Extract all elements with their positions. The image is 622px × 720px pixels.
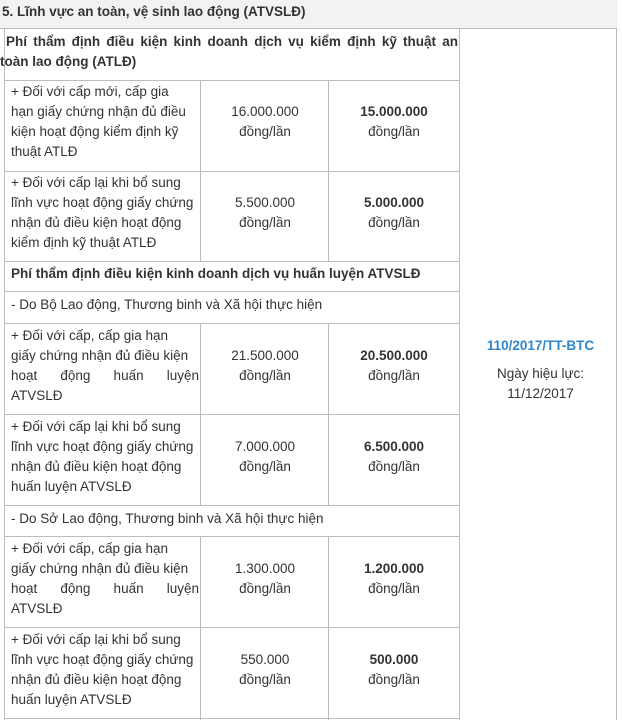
old-fee [203, 559, 327, 599]
group-title: Phí thẩm định điều kiện kinh doanh dịch vụ huấn luyện ATVSLĐ [11, 266, 421, 281]
border [459, 28, 460, 720]
new-fee-amount: 20.500.000 [360, 348, 428, 363]
old-fee-unit: đồng/lần [239, 459, 291, 474]
new-fee-unit: đồng/lần [368, 368, 420, 383]
desc-line: kiện hoạt động kiểm định kỹ [11, 124, 179, 139]
desc-line: thuật ATLĐ [11, 144, 78, 159]
group-title-line: Phí thẩm định điều kiện kinh doanh dịch vụ kiểm định kỹ thuật an [6, 34, 458, 49]
group-title-line: toàn lao động (ATLĐ) [0, 54, 137, 69]
border [4, 80, 460, 81]
border [0, 28, 617, 29]
desc-line: lĩnh vực hoạt động giấy chứng [11, 439, 194, 454]
sub-group-label: - Do Sở Lao động, Thương binh và Xã hội thực hiện [11, 511, 324, 526]
fee-description [11, 326, 199, 406]
old-fee-amount: 16.000.000 [231, 104, 299, 119]
old-fee [203, 346, 327, 386]
desc-line: + Đối với cấp lại khi bổ sung [11, 632, 181, 647]
old-fee-amount: 21.500.000 [231, 348, 299, 363]
new-fee [331, 437, 457, 477]
fee-description [11, 630, 199, 710]
border [4, 323, 460, 324]
fee-description [11, 417, 199, 497]
desc-line: hoạt động huấn luyện [11, 581, 199, 596]
sub-group-label: - Do Bộ Lao động, Thương binh và Xã hội thực hiện [11, 297, 323, 312]
border [328, 536, 329, 720]
desc-line: giấy chứng nhận đủ điều kiện [11, 561, 189, 576]
desc-line: huấn luyện ATVSLĐ [11, 692, 132, 707]
new-fee-amount: 6.500.000 [363, 439, 425, 454]
fee-description [11, 539, 199, 619]
desc-line: hạn giấy chứng nhận đủ điều [11, 104, 186, 119]
desc-line: hoạt động huấn luyện [11, 368, 199, 383]
new-fee [331, 559, 457, 599]
new-fee [331, 193, 457, 233]
new-fee-unit: đồng/lần [368, 124, 420, 139]
border [4, 261, 460, 262]
new-fee [331, 346, 457, 386]
desc-line: giấy chứng nhận đủ điều kiện [11, 348, 189, 363]
desc-line: lĩnh vực hoạt động giấy chứng [11, 652, 194, 667]
effective-label: Ngày hiệu lực: [496, 366, 585, 381]
old-fee-amount: 550.000 [240, 652, 290, 667]
legal-reference [463, 336, 618, 404]
border [200, 536, 201, 720]
new-fee-unit: đồng/lần [368, 215, 420, 230]
fee-description [11, 173, 199, 253]
old-fee-amount: 5.500.000 [234, 195, 296, 210]
new-fee-unit: đồng/lần [368, 459, 420, 474]
new-fee-amount: 5.000.000 [363, 195, 425, 210]
border [200, 80, 201, 261]
old-fee-unit: đồng/lần [239, 672, 291, 687]
new-fee-unit: đồng/lần [368, 672, 420, 687]
desc-line: huấn luyện ATVSLĐ [11, 479, 132, 494]
desc-line: + Đối với cấp, cấp gia hạn [11, 541, 169, 556]
circular-link[interactable]: 110/2017/TT-BTC [486, 338, 595, 353]
border [328, 80, 329, 261]
desc-line: ATVSLĐ [11, 388, 63, 403]
desc-line: + Đối với cấp lại khi bổ sung [11, 175, 181, 190]
new-fee [331, 102, 457, 142]
desc-line: ATVSLĐ [11, 601, 63, 616]
new-fee [331, 650, 457, 690]
old-fee [203, 102, 327, 142]
desc-line: lĩnh vực hoạt động giấy chứng [11, 195, 194, 210]
old-fee-unit: đồng/lần [239, 368, 291, 383]
border [200, 323, 201, 505]
border [4, 171, 460, 172]
old-fee-unit: đồng/lần [239, 215, 291, 230]
fee-description [11, 82, 199, 162]
old-fee-amount: 1.300.000 [234, 561, 296, 576]
desc-line: nhận đủ điều kiện hoạt động [11, 672, 182, 687]
effective-date: 11/12/2017 [507, 386, 574, 401]
new-fee-unit: đồng/lần [368, 581, 420, 596]
desc-line: nhận đủ điều kiện hoạt động [11, 459, 182, 474]
desc-line: kiểm định kỹ thuật ATLĐ [11, 235, 157, 250]
border [4, 627, 460, 628]
section-heading: 5. Lĩnh vực an toàn, vệ sinh lao động (ATVSLĐ) [0, 0, 617, 28]
old-fee-unit: đồng/lần [239, 124, 291, 139]
desc-line: nhận đủ điều kiện hoạt động [11, 215, 182, 230]
border [4, 505, 460, 506]
border [4, 718, 460, 719]
border [328, 323, 329, 505]
old-fee-amount: 7.000.000 [234, 439, 296, 454]
new-fee-amount: 500.000 [369, 652, 419, 667]
old-fee [203, 193, 327, 233]
desc-line: + Đối với cấp, cấp gia hạn [11, 328, 169, 343]
new-fee-amount: 15.000.000 [360, 104, 428, 119]
old-fee [203, 437, 327, 477]
new-fee-amount: 1.200.000 [363, 561, 425, 576]
border [4, 291, 460, 292]
desc-line: + Đối với cấp lại khi bổ sung [11, 419, 181, 434]
old-fee [203, 650, 327, 690]
group-title [0, 32, 458, 72]
old-fee-unit: đồng/lần [239, 581, 291, 596]
border [4, 536, 460, 537]
border [4, 28, 5, 720]
desc-line: + Đối với cấp mới, cấp gia [11, 84, 169, 99]
border [4, 414, 460, 415]
